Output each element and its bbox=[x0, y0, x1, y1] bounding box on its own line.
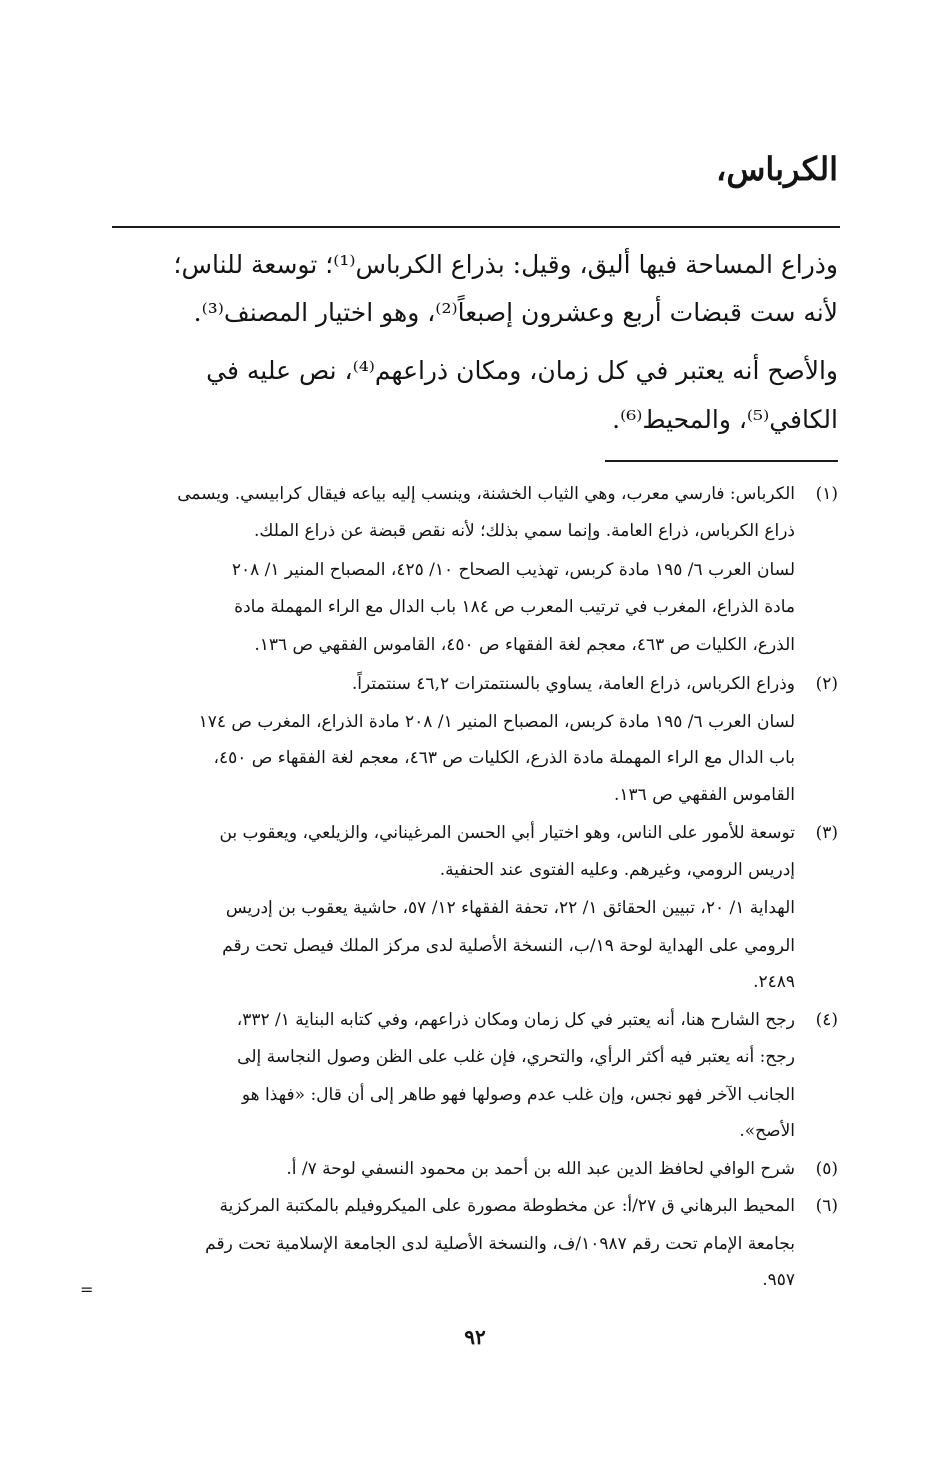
footnote-line: لسان العرب ٦/ ١٩٥ مادة كربس، تهذيب الصحاح ١٠/ ٤٢٥، المصباح المنير ١/ ٢٠٨ bbox=[231, 560, 795, 580]
footnote-line: باب الدال مع الراء المهملة مادة الذرع، الكليات ص ٤٦٣، معجم لغة الفقهاء ص ٤٥٠، bbox=[213, 748, 795, 768]
top-divider bbox=[112, 226, 840, 228]
main-line: والأصح أنه يعتبر في كل زمان، ومكان ذراعهم⁽⁴⁾، نص عليه في bbox=[206, 356, 838, 385]
footnote-number: (٤) bbox=[815, 1010, 838, 1030]
footnote-line: مادة الذراع، المغرب في ترتيب المعرب ص ١٨٤ باب الدال مع الراء المهملة مادة bbox=[234, 597, 795, 617]
footnote-number: (٥) bbox=[815, 1159, 838, 1179]
footnote-number: (٦) bbox=[815, 1196, 838, 1216]
footnote-line: الذرع، الكليات ص ٤٦٣، معجم لغة الفقهاء ص ٤٥٠، القاموس الفقهي ص ١٣٦. bbox=[254, 635, 795, 655]
footnote-line: القاموس الفقهي ص ١٣٦. bbox=[613, 785, 795, 805]
footnote-line: لسان العرب ٦/ ١٩٥ مادة كربس، المصباح المنير ١/ ٢٠٨ مادة الذراع، المغرب ص ١٧٤ bbox=[198, 712, 795, 732]
footnote-line: إدريس الرومي، وغيرهم. وعليه الفتوى عند الحنفية. bbox=[439, 860, 795, 880]
main-line: وذراع المساحة فيها أليق، وقيل: بذراع الكرباس⁽¹⁾؛ توسعة للناس؛ bbox=[173, 250, 838, 279]
footnote-line: رجح: أنه يعتبر فيه أكثر الرأي، والتحري، فإن غلب على الظن وصول النجاسة إلى bbox=[237, 1047, 795, 1067]
continuation-mark: = bbox=[80, 1280, 94, 1299]
footnote-line: بجامعة الإمام تحت رقم ١٠٩٨٧/ف، والنسخة الأصلية لدى الجامعة الإسلامية تحت رقم bbox=[205, 1234, 795, 1254]
footnote-line: رجح الشارح هنا، أنه يعتبر في كل زمان ومكان ذراعهم، وفي كتابه البناية ١/ ٣٣٢، bbox=[236, 1010, 795, 1030]
footnote-line: الأصح». bbox=[739, 1121, 795, 1141]
footnote-line: شرح الوافي لحافظ الدين عبد الله بن أحمد بن محمود النسفي لوحة ٧/ أ. bbox=[286, 1159, 795, 1179]
section-heading: الكرباس، bbox=[715, 150, 838, 188]
footnote-number: (١) bbox=[815, 484, 838, 504]
footnote-line: الرومي على الهداية لوحة ١٩/ب، النسخة الأصلية لدى مركز الملك فيصل تحت رقم bbox=[222, 936, 795, 956]
footnote-line: ٢٤٨٩. bbox=[753, 972, 795, 992]
footnote-line: المحيط البرهاني ق ٢٧/أ: عن مخطوطة مصورة على الميكروفيلم بالمكتبة المركزية bbox=[219, 1196, 795, 1216]
footnote-number: (٣) bbox=[815, 823, 838, 843]
footnote-divider bbox=[605, 460, 838, 462]
footnote-line: الهداية ١/ ٢٠، تبيين الحقائق ١/ ٢٢، تحفة الفقهاء ١٢/ ٥٧، حاشية يعقوب بن إدريس bbox=[225, 898, 795, 918]
footnote-line: وذراع الكرباس، ذراع العامة، يساوي بالسنتمترات ٤٦,٢ سنتمتراً. bbox=[351, 674, 795, 694]
footnote-line: توسعة للأمور على الناس، وهو اختيار أبي الحسن المرغيناني، والزيلعي، ويعقوب بن bbox=[219, 823, 795, 843]
page-number: ٩٢ bbox=[464, 1325, 486, 1349]
footnote-number: (٢) bbox=[815, 674, 838, 694]
main-line: لأنه ست قبضات أربع وعشرون إصبعاً⁽²⁾، وهو اختيار المصنف⁽³⁾. bbox=[193, 298, 838, 327]
footnote-line: الكرباس: فارسي معرب، وهي الثياب الخشنة، وينسب إليه بياعه فيقال كرابيسي. ويسمى bbox=[177, 484, 795, 504]
footnote-line: الجانب الآخر فهو نجس، وإن غلب عدم وصولها فهو طاهر إلى أن قال: «فهذا هو bbox=[241, 1085, 795, 1105]
main-line: الكافي⁽⁵⁾، والمحيط⁽⁶⁾. bbox=[612, 405, 838, 434]
footnote-line: ٩٥٧. bbox=[762, 1270, 795, 1290]
footnote-line: ذراع الكرباس، ذراع العامة. وإنما سمي بذلك؛ لأنه نقص قبضة عن ذراع الملك. bbox=[254, 521, 795, 541]
